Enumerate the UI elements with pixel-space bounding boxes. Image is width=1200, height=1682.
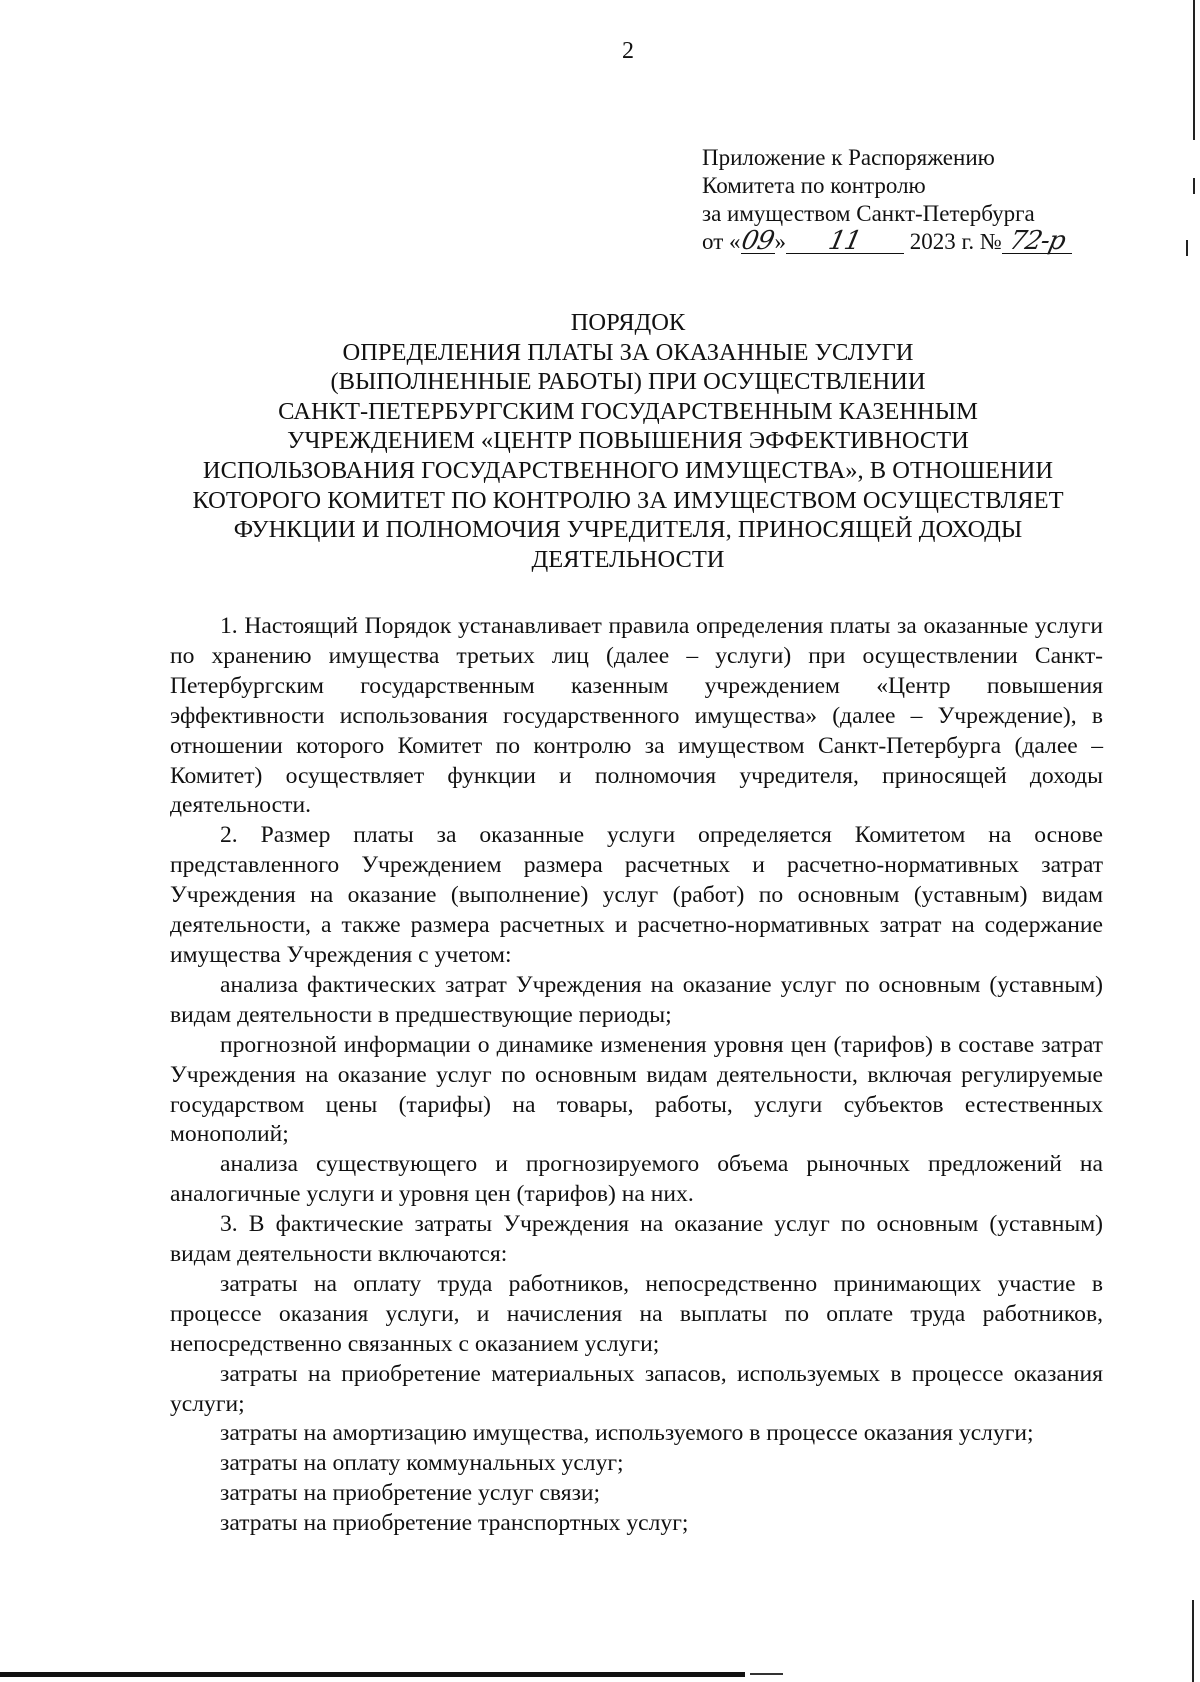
day-field <box>738 226 777 256</box>
handwritten-number: 72-р <box>1006 226 1068 256</box>
title-line: САНКТ-ПЕТЕРБУРГСКИМ ГОСУДАРСТВЕННЫМ КАЗЕННЫМ <box>278 397 978 425</box>
scan-bottom-rule <box>750 1673 783 1675</box>
appendix-date-line <box>702 228 1072 256</box>
number-field <box>1002 226 1072 256</box>
scan-edge-mark <box>1193 0 1195 140</box>
list-item: анализа существующего и прогнозируемого объема рыночных предложений на аналогичные услуги и уровня цен (тарифов) на них. <box>170 1151 1103 1208</box>
appendix-line: Комитета по контролю <box>702 173 926 198</box>
title-line: КОТОРОГО КОМИТЕТ ПО КОНТРОЛЮ ЗА ИМУЩЕСТВОМ ОСУЩЕСТВЛЯЕТ <box>192 486 1064 514</box>
handwritten-day: 09 <box>738 226 777 256</box>
year-and-number-label: 2023 г. № <box>909 229 1002 254</box>
list-item: затраты на оплату коммунальных услуг; <box>220 1450 624 1477</box>
document-body <box>170 612 1103 1539</box>
paragraph-2: 2. Размер платы за оказанные услуги определяется Комитетом на основе представленного Учреждением размера расчетных и расчетно-нормативных затрат Учреждения на оказание (выполнение) услуг (работ) по основным (уставным) видам деятельности, а также размера расчетных и расчетно-нормативных затрат на содержание имущества Учреждения с учетом: <box>170 822 1103 968</box>
list-item: затраты на амортизацию имущества, используемого в процессе оказания услуги; <box>220 1420 1034 1447</box>
list-item: затраты на приобретение услуг связи; <box>220 1480 601 1507</box>
list-item: затраты на приобретение транспортных услуг; <box>220 1510 689 1537</box>
page-number: 2 <box>622 38 634 64</box>
title-line: УЧРЕЖДЕНИЕМ «ЦЕНТР ПОВЫШЕНИЯ ЭФФЕКТИВНОСТИ <box>287 427 969 455</box>
paragraph-3: 3. В фактические затраты Учреждения на оказание услуг по основным (уставным) видам деятельности включаются: <box>170 1211 1103 1268</box>
title-line: ОПРЕДЕЛЕНИЯ ПЛАТЫ ЗА ОКАЗАННЫЕ УСЛУГИ <box>342 338 914 366</box>
title-line: ДЕЯТЕЛЬНОСТИ <box>531 545 725 573</box>
scan-edge-mark <box>1193 178 1195 194</box>
title-line: ФУНКЦИИ И ПОЛНОМОЧИЯ УЧРЕДИТЕЛЯ, ПРИНОСЯЩЕЙ ДОХОДЫ <box>233 516 1023 544</box>
month-field <box>786 226 904 256</box>
title-line: (ВЫПОЛНЕННЫЕ РАБОТЫ) ПРИ ОСУЩЕСТВЛЕНИИ <box>330 368 926 396</box>
list-item: прогнозной информации о динамике изменения уровня цен (тарифов) в составе затрат Учреждения на оказание услуг по основным видам деятельности, включая регулируемые государством цены (тарифы) на товары, работы, услуги субъектов естественных монополий; <box>170 1031 1103 1148</box>
title-line: ИСПОЛЬЗОВАНИЯ ГОСУДАРСТВЕННОГО ИМУЩЕСТВА», В ОТНОШЕНИИ <box>202 456 1054 484</box>
list-item: затраты на оплату труда работников, непосредственно принимающих участие в процессе оказания услуги, и начисления на выплаты по оплате труда работников, непосредственно связанных с оказанием услуги; <box>170 1270 1103 1357</box>
appendix-line: за имуществом Санкт-Петербурга <box>702 201 1035 226</box>
scan-bottom-rule <box>0 1672 745 1677</box>
date-close: » <box>774 229 786 254</box>
scan-edge-mark <box>1186 240 1188 256</box>
paragraph-1: 1. Настоящий Порядок устанавливает правила определения платы за оказанные услуги по хранению имущества третьих лиц (далее – услуги) при осуществлении Санкт-Петербургским государственным казенным учреждением «Центр повышения эффективности использования государственного имущества» (далее – Учреждение), в отношении которого Комитет по контролю за имуществом Санкт-Петербурга (далее – Комитет) осуществляет функции и полномочия учредителя, приносящей доходы деятельности. <box>170 613 1103 819</box>
appendix-line: Приложение к Распоряжению <box>702 145 995 170</box>
list-item: затраты на приобретение материальных запасов, используемых в процессе оказания услуги; <box>170 1360 1103 1417</box>
list-item: анализа фактических затрат Учреждения на оказание услуг по основным (уставным) видам деятельности в предшествующие периоды; <box>170 971 1103 1028</box>
appendix-block <box>702 144 1072 256</box>
scan-edge-mark <box>1192 1600 1194 1682</box>
title-line: ПОРЯДОК <box>570 309 686 336</box>
date-prefix: от « <box>702 229 741 254</box>
document-title <box>150 308 1106 574</box>
handwritten-month: 11 <box>826 226 864 256</box>
